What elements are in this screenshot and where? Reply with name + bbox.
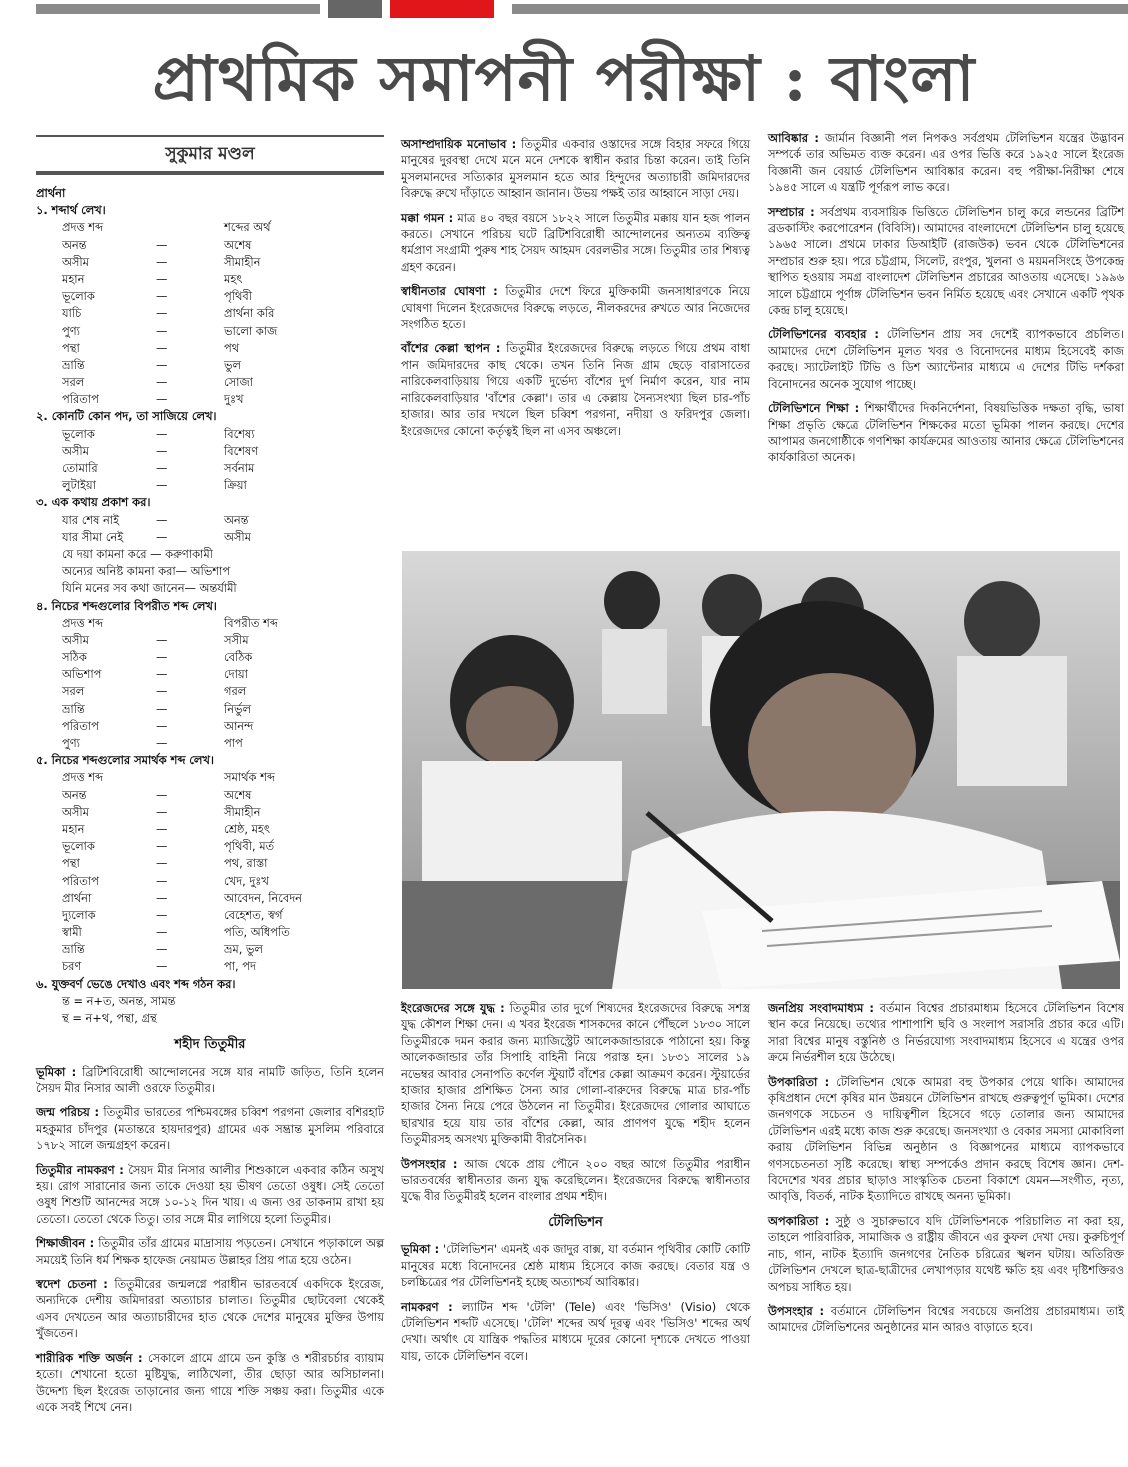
q4-cell: পুণ্য [62, 736, 80, 750]
television-paragraph [768, 204, 1124, 319]
q5-row [36, 821, 384, 838]
tv-paras-col3 [768, 130, 1124, 466]
q5-cell: পথ, রাস্তা [224, 856, 268, 871]
q2-row [36, 443, 384, 460]
q1-row [36, 288, 384, 305]
q6-title: ৬. যুক্তবর্ণ ভেঙে দেখাও এবং শব্দ গঠন কর। [36, 976, 236, 991]
q1-row [36, 391, 384, 408]
q4-row [36, 683, 384, 700]
q4-cell: — [156, 736, 168, 750]
q2-row [36, 460, 384, 477]
q1-cell: — [156, 340, 168, 355]
q5-row [36, 890, 384, 907]
television-paragraph-text: সর্বপ্রথম ব্যবসায়িক ভিত্তিতে টেলিভিশন চালু করে লন্ডনের ব্রিটিশ ব্রডকাস্টিং করপোরেশন (বিবিসি)। আমাদের বাংলাদেশে টেলিভিশন চালু হয়েছে ১৯৬৫ সালে। প্রথমে ঢাকার ডিআইটি (রাজউক) ভবন থেকে টেলিভিশনের সম্প্রচার শুরু হয়। পরে চট্টগ্রাম, সিলেট, রংপুর, খুলনা ও ময়মনসিংহে উপকেন্দ্র স্থাপিত হওয়ায় সমগ্র বাংলাদেশ টেলিভিশন প্রচারের আওতায় এসেছে। ১৯৯৬ সালে চট্টগ্রামে পূর্ণাঙ্গ টেলিভিশন ভবন নির্মিত হয়েছে এবং সেখানে একটি পৃথক কেন্দ্র চালু হয়েছে। [768, 204, 1124, 318]
q1-cell: মহৎ [224, 271, 243, 286]
television-paragraph [401, 1241, 750, 1290]
q6-line: ন্থ = ন+থ, পন্থা, গ্রন্থ [62, 1011, 157, 1025]
author-name: সুকুমার মণ্ডল [165, 144, 255, 164]
q2-cell: লুটাইয়া [62, 478, 96, 493]
q1-cell: ভুল [224, 357, 241, 372]
television-paragraph [768, 326, 1124, 392]
q5-cell: দ্যুলোক [62, 907, 96, 922]
television-paragraph-text: বর্তমান বিশ্বের প্রচারমাধ্যম হিসেবে টেলিভিশন বিশেষ স্থান করে নিয়েছে। তথ্যের পাশাপাশি ছবি ও সংলাপ সরাসরি প্রচার করে এটি। সারা বিশ্বের মানুষ বস্তুনিষ্ঠ ও নির্ভরযোগ্য সংবাদমাধ্যম হিসেবে এ যন্ত্রের ওপর ক্রমে নির্ভরশীল হয়ে উঠেছে। [768, 1001, 1124, 1065]
q4-cell: সঠিক [62, 650, 87, 665]
q5-row [36, 924, 384, 941]
television-paragraph [401, 1299, 750, 1365]
q1-row [36, 254, 384, 271]
author-rule-bottom [36, 171, 384, 175]
q1-cell: — [156, 271, 168, 286]
titumir-paragraph-label: তিতুমীর নামকরণ : [36, 1162, 124, 1177]
q1-cell: ভালো কাজ [224, 323, 278, 338]
q3-cell: অসীম [224, 529, 251, 544]
q5-row [36, 855, 384, 872]
television-paragraph [768, 1303, 1124, 1336]
q2-cell: সর্বনাম [224, 461, 255, 475]
television-paragraph-text: জার্মান বিজ্ঞানী পল নিপকও সর্বপ্রথম টেলিভিশন যন্ত্রের উদ্ভাবন সম্পর্কে তার অভিমত ব্যক্ত করেন। এর ওপর ভিত্তি করে ১৯২৫ সালে ইংরেজ বিজ্ঞানী জন বেয়ার্ড টেলিভিশন আবিষ্কার করেন। বহু পরীক্ষা-নিরীক্ষা শেষে ১৯৪৫ সালে এ যন্ত্রটি পূর্ণরূপ লাভ করে। [768, 131, 1124, 195]
titumir-paragraph-label: ভূমিকা : [36, 1064, 77, 1079]
q1-cell: মহান [62, 271, 85, 286]
q5-cell: — [156, 907, 168, 922]
q4-cell: বেঠিক [224, 650, 253, 665]
q5-cell: সীমাহীন [224, 804, 261, 819]
q2-cell: বিশেষণ [224, 443, 259, 458]
q1-head [36, 219, 384, 236]
titumir-paragraph [401, 283, 750, 332]
television-paragraph-label: উপসংহার : [768, 1303, 825, 1318]
q5-cell: — [156, 890, 168, 905]
q4-head-opposite: বিপরীত শব্দ [224, 615, 278, 630]
q2-row [36, 477, 384, 494]
titumir-paras-col1 [36, 1064, 384, 1416]
q1-cell: — [156, 289, 168, 304]
q1-row [36, 340, 384, 357]
q1-cell: — [156, 392, 168, 407]
titumir-paragraph [36, 1064, 384, 1097]
titumir-paragraph [36, 1276, 384, 1342]
q3-line: যে দয়া কামনা করে — করুণাকামী [62, 546, 213, 561]
television-paragraph-label: জনপ্রিয় সংবাদমাধ্যম : [768, 1001, 874, 1015]
television-paragraph-label: অপকারিতা : [768, 1213, 830, 1228]
q5-cell: — [156, 873, 168, 888]
television-paragraph [768, 1074, 1124, 1205]
titumir-title: শহীদ তিতুমীর [174, 1037, 246, 1053]
tv-title: টেলিভিশন [548, 1214, 603, 1230]
titumir-paragraph [36, 1104, 384, 1153]
q3-row [36, 529, 384, 546]
television-paragraph [768, 1000, 1124, 1066]
column-3-bottom [768, 1000, 1124, 1344]
q3-row [36, 512, 384, 529]
titumir-paragraph [36, 1162, 384, 1228]
television-paragraph-text: শিক্ষার্থীদের দিকনির্দেশনা, বিষয়ভিত্তিক দক্ষতা বৃদ্ধি, ভাষা শিক্ষা প্রভৃতি ক্ষেত্রে টেলিভিশন শিক্ষকের মতো ভূমিকা পালন করছে। দেশের আপামর জনগোষ্ঠীকে গণশিক্ষা কার্যক্রমের আওতায় আনার ক্ষেত্রে টেলিভিশনের কার্যকারিতা অনেক। [768, 401, 1124, 465]
q4-cell: দোয়া [224, 667, 248, 682]
q1-cell: পৃথিবী [224, 289, 252, 304]
q1-row [36, 271, 384, 288]
titumir-paragraph-text: মাত্র ৪০ বছর বয়সে ১৮২২ সালে তিতুমীর মক্কায় যান হজ পালন করতে। সেখানে পরিচয় ঘটে ব্রিটিশবিরোধী আন্দোলনের অন্যতম ব্যক্তিত্ব ধর্মপ্রাণ সংগ্রামী পুরুষ শাহ সৈয়দ আহমদ বেরলভীর সঙ্গে। তিতুমীর তার শিষ্যত্ব গ্রহণ করেন। [401, 210, 750, 274]
q1-cell: ভ্রান্তি [62, 357, 85, 372]
q4-row [36, 718, 384, 735]
q1-row [36, 357, 384, 374]
titumir-paragraph-label: উপসংহার : [401, 1156, 458, 1171]
television-paragraph-text: বর্তমানে টেলিভিশন বিশ্বের সবচেয়ে জনপ্রিয় প্রচারমাধ্যম। তাই আমাদের টেলিভিশনের অনুষ্ঠানের মান আরও বাড়াতে হবে। [768, 1303, 1124, 1335]
q3-cell: — [156, 512, 168, 527]
titumir-paragraph-text: ব্রিটিশবিরোধী আন্দোলনের সঙ্গে যার নামটি জড়িত, তিনি হলেন সৈয়দ মীর নিসার আলী ওরফে তিতুমীর। [36, 1064, 384, 1095]
q1-cell: অনন্ত [62, 237, 87, 252]
television-paragraph-label: আবিষ্কার : [768, 131, 819, 145]
television-paragraph-text: 'টেলিভিশন' এমনই এক জাদুর বাক্স, যা বর্তমান পৃথিবীর কোটি কোটি মানুষের মধ্যে বিনোদনের শ্রেষ্ঠ মাধ্যম হিসেবে কাজ করছে। বেতার যন্ত্র ও চলচ্চিত্রের পর টেলিভিশনই হচ্ছে অত্যাশ্চর্য আবিষ্কার। [401, 1242, 750, 1290]
q3-title: ৩. এক কথায় প্রকাশ কর। [36, 495, 151, 510]
q4-cell: — [156, 718, 168, 733]
titumir-paragraph-label: বাঁশের কেল্লা স্থাপন : [401, 341, 501, 356]
q5-cell: মহান [62, 821, 85, 836]
q5-cell: শ্রেষ্ঠ, মহৎ [224, 821, 270, 836]
q2-cell: — [156, 426, 168, 441]
q4-row [36, 701, 384, 718]
q5-cell: — [156, 942, 168, 957]
q5-title: ৫. নিচের শব্দগুলোর সমার্থক শব্দ লেখ। [36, 753, 214, 768]
q3-cell: যার শেষ নাই [62, 512, 120, 527]
q5-cell: — [156, 821, 168, 836]
q1-cell: সোজা [224, 375, 253, 390]
q3-rows [36, 512, 384, 546]
q1-cell: — [156, 357, 168, 372]
titumir-paragraph-text: আজ থেকে প্রায় পৌনে ২০০ বছর আগে তিতুমীর পরাধীন ভারতবর্ষের স্বাধীনতার জন্য যুদ্ধ করেছিলেন। ইংরেজদের বিরুদ্ধে স্বাধীনতার যুদ্ধে বীর তিতুমীরই হলেন বাংলার প্রথম শহীদ। [401, 1156, 750, 1204]
q1-cell: — [156, 323, 168, 338]
titumir-paragraph-text: সৈয়দ মীর নিসার আলীর শিশুকালে একবার কঠিন অসুখ হয়। রোগ সারানোর জন্য তাকে দেওয়া হয় ভীষণ তেতো ওষুধ। সেই তেতো ওষুধ শিশুটি আনন্দের সঙ্গে ১০-১২ দিন খায়। এ জন্য ওর ডাকনাম রাখা হয় তেতো। তেতো থেকে তিতু। তার সঙ্গে মীর লাগিয়ে হলো তিতুমীর। [36, 1162, 384, 1226]
column-2-bottom [401, 1000, 750, 1372]
q3-cell: অনন্ত [224, 512, 249, 527]
q4-cell: গরল [224, 684, 247, 699]
q5-head [36, 769, 384, 786]
q2-cell: — [156, 443, 168, 458]
q4-row [36, 735, 384, 752]
titumir-paragraph-text: তিতুমীর তার দুর্গে শিষ্যদের ইংরেজদের বিরুদ্ধে সশস্ত্র যুদ্ধ কৌশল শিক্ষা দেন। এ খবর ইংরেজ শাসকদের কানে পৌঁছলে ১৮৩০ সালে তিতুমীরকে দমন করার জন্য ম্যাজিস্ট্রেট আলেকজান্ডারকে পাঠানো হয়। কিন্তু আলেকজান্ডার তাঁর সিপাহি বাহিনী নিয়ে পরাস্ত হন। ১৮৩১ সালের ১৯ নভেম্বর আবার সেনাপতি কর্ণেল স্টুয়ার্ট বাঁশের কেল্লা আক্রমণ করেন। স্টুয়ার্ডের হাজার হাজার প্রশিক্ষিত সৈন্য আর গোলা-বারুদের বিরুদ্ধে মাত্র চার-পাঁচ হাজার সৈন্য নিয়ে পেরে উঠলেন না তিতুমীর। ইংরেজদের গোলার আঘাতে ছারখার হয়ে যায় তার বাঁশের কেল্লা, আর প্রাণপণ যুদ্ধে শহীদ হলেন তিতুমীরসহ অসংখ্য মুক্তিকামী বীরসৈনিক। [401, 1001, 750, 1147]
titumir-paragraph-label: স্বাধীনতার ঘোষণা : [401, 284, 498, 299]
tv-paras-col3b [768, 1000, 1124, 1336]
q1-row [36, 374, 384, 391]
q1-cell: — [156, 306, 168, 321]
television-paragraph-label: টেলিভিশনের ব্যবহার : [768, 327, 879, 342]
q4-cell: নির্ভুল [224, 701, 252, 716]
q5-row [36, 873, 384, 890]
television-paragraph-text: ল্যাটিন শব্দ 'টেলি' (Tele) এবং 'ভিসিও' (Visio) থেকে টেলিভিশন শব্দটি এসেছে। 'টেলি' শব্দের অর্থ দূরত্ব এবং 'ভিসিও' শব্দের অর্থ দেখা। অর্থাৎ যে যান্ত্রিক পদ্ধতির মাধ্যমে দূরের কোনো দৃশ্যকে দেখতে পাওয়া যায়, তাকে টেলিভিশন বলে। [401, 1299, 750, 1363]
q5-cell: পতি, অধিপতি [224, 925, 290, 940]
television-paragraph-text: টেলিভিশন থেকে আমরা বহু উপকার পেয়ে থাকি। আমাদের কৃষিপ্রধান দেশে কৃষির মান উন্নয়নে টেলিভিশন রাখছে গুরুত্বপূর্ণ ভূমিকা। দেশের জনগণকে সচেতন ও দায়িত্বশীল হিসেবে গড়ে তোলার জন্য আমাদের টেলিভিশন এরই মধ্যে কাজ শুরু করেছে। জনসংখ্যা ও বেকার সমস্যা মোকাবিলা করায় টেলিভিশন বিভিন্ন অনুষ্ঠান ও বিজ্ঞাপনের মাধ্যমে ব্যাপকভাবে গণসচেতনতা সৃষ্টি করেছে। স্বাস্থ্য সম্পর্কেও প্রদান করছে বিশেষ জ্ঞান। দেশ-বিদেশের খবর প্রচার ছাড়াও সাংস্কৃতিক চেতনা বিকাশে যেমন—সংগীত, নৃত্য, আবৃত্তি, বিতর্ক, নাটক ইত্যাদিতে রাখছে অনন্য ভূমিকা। [768, 1074, 1124, 1204]
q1-cell: — [156, 375, 168, 390]
column-3-top [768, 130, 1124, 474]
q5-head-synonym: সমার্থক শব্দ [224, 770, 275, 785]
q3-cell: — [156, 529, 168, 544]
q3-line: অন্যের অনিষ্ট কামনা করা— অভিশাপ [62, 564, 231, 579]
q1-cell: পন্থা [62, 340, 80, 355]
q1-cell: সরল [62, 375, 85, 390]
q2-cell: — [156, 461, 168, 475]
q1-cell: পরিতাপ [62, 392, 99, 407]
q1-row [36, 323, 384, 340]
q4-cell: পরিতাপ [62, 718, 99, 733]
titumir-paragraph [36, 1350, 384, 1416]
q5-cell: খেদ, দুঃখ [224, 873, 269, 888]
top-rule-left [36, 4, 320, 14]
students-writing-exam-image [402, 551, 1120, 989]
q5-cell: অশেষ [224, 787, 252, 802]
q2-cell: ক্রিয়া [224, 478, 247, 493]
q5-row [36, 804, 384, 821]
q4-cell: — [156, 684, 168, 699]
q2-rows [36, 426, 384, 495]
q1-cell: অসীম [62, 254, 89, 269]
q5-cell: চরণ [62, 959, 82, 974]
q4-cell: অসীম [62, 632, 89, 647]
q4-cell: আনন্দ [224, 718, 254, 733]
q1-row [36, 237, 384, 254]
tv-paras-col2b [401, 1241, 750, 1364]
q5-cell: পা, পদ [224, 959, 256, 974]
titumir-paragraph [401, 136, 750, 202]
column-1 [36, 135, 384, 1423]
q5-cell: স্বামী [62, 925, 82, 940]
television-paragraph [768, 400, 1124, 466]
q4-row [36, 649, 384, 666]
q4-cell: — [156, 667, 168, 682]
titumir-paragraph-label: অসাম্প্রদায়িক মনোভাব : [401, 137, 517, 151]
q1-cell: পথ [224, 340, 240, 355]
television-paragraph-label: সম্প্রচার : [768, 204, 815, 219]
q5-row [36, 838, 384, 855]
page-tab-gray [328, 0, 382, 18]
television-paragraph [768, 130, 1124, 196]
q5-cell: পন্থা [62, 856, 80, 871]
titumir-paragraph [401, 1156, 750, 1205]
q5-cell: ভ্রান্তি [62, 942, 85, 957]
q4-cell: — [156, 632, 168, 647]
television-paragraph-label: ভূমিকা : [401, 1242, 440, 1257]
titumir-paragraph-label: শারীরিক শক্তি অর্জন : [36, 1350, 143, 1365]
television-paragraph-text: টেলিভিশন প্রায় সব দেশেই ব্যাপকভাবে প্রচলিত। আমাদের দেশে টেলিভিশন মূলত খবর ও বিনোদনের মাধ্যম হিসেবেই কাজ করছে। স্যাটেলাইট টিভি ও ডিশ অ্যান্টেনার মাধ্যমে এ দেশের টিভি দর্শকরা বিনোদনের অনেক সুযোগ পাচ্ছে। [768, 327, 1124, 391]
q5-row [36, 958, 384, 975]
column-2-top [401, 136, 750, 447]
q4-cell: অভিশাপ [62, 667, 102, 682]
q5-row [36, 787, 384, 804]
television-paragraph-label: নামকরণ : [401, 1299, 453, 1314]
q4-head [36, 615, 384, 632]
section-prayer-title: প্রার্থনা [36, 186, 66, 200]
q1-cell: ভূলোক [62, 289, 95, 304]
titumir-paragraph-label: জন্ম পরিচয় : [36, 1105, 100, 1120]
q1-head-meaning: শব্দের অর্থ [224, 220, 271, 235]
titumir-paragraph-text: তিতুমীর তাঁর গ্রামের মাদ্রাসায় পড়তেন। সেখানে পড়াকালে অল্প সময়েই তিনি ধর্ম শিক্ষক হাফেজ নেয়ামত উল্লাহর প্রিয় পাত্র হয়ে ওঠেন। [36, 1236, 384, 1267]
q1-cell: প্রার্থনা করি [224, 306, 275, 321]
q2-cell: অসীম [62, 443, 89, 458]
q1-rows [36, 237, 384, 409]
titumir-paragraph-label: মক্কা গমন : [401, 210, 454, 225]
top-rule-right [512, 4, 1128, 14]
q4-cell: — [156, 701, 168, 716]
q4-head-given: প্রদত্ত শব্দ [62, 615, 103, 630]
q5-cell: — [156, 856, 168, 871]
titumir-paragraph [401, 340, 750, 438]
q5-row [36, 907, 384, 924]
television-paragraph-text: সুষ্ঠু ও সুচারুভাবে যদি টেলিভিশনকে পরিচালিত না করা হয়, তাহলে পারিবারিক, সামাজিক ও রাষ্ট্রীয় জীবনে এর কুফল দেখা দেয়। কুরুচিপূর্ণ নাচ, গান, নাটক ইত্যাদি জনগণের নৈতিক চরিত্রের স্খলন ঘটায়। অতিরিক্ত টেলিভিশন দেখলে ছাত্র-ছাত্রীদের লেখাপড়ার যথেষ্ট ক্ষতি হয় এবং দৃষ্টিশক্তিরও অপচয় সাধিত হয়। [768, 1213, 1125, 1294]
q5-cell: — [156, 925, 168, 940]
q2-row [36, 426, 384, 443]
q1-cell: — [156, 254, 168, 269]
q1-cell: দুঃখ [224, 392, 244, 407]
q4-cell: ভ্রান্তি [62, 701, 85, 716]
page-headline: প্রাথমিক সমাপনী পরীক্ষা : বাংলা [152, 42, 976, 115]
q4-row [36, 666, 384, 683]
q5-cell: ভ্রম, ভুল [224, 942, 263, 957]
q2-cell: — [156, 478, 168, 493]
q5-cell: বেহেশত, স্বর্গ [224, 907, 283, 922]
titumir-paragraph [401, 210, 750, 276]
q4-rows [36, 632, 384, 752]
q5-cell: অসীম [62, 804, 89, 819]
exam-hall-photo [402, 551, 1120, 989]
titumir-paragraph-text: তিতুমীর ইংরেজদের বিরুদ্ধে লড়তে গিয়ে প্রথম বাধা পান জমিদারদের কাছ থেকে। তখন তিনি নিজ গ্রাম ছেড়ে বারাসাতের নারিকেলবাড়িয়ায় গিয়ে একটি দুর্ভেদ্য বাঁশের দুর্গ নির্মাণ করেন, যার নাম নারিকেলবাড়িয়ার 'বাঁশের কেল্লা'। তার এ কেল্লায় সৈন্যসংখ্যা ছিল চার-পাঁচ হাজার। আর তার দখলে ছিল চব্বিশ পরগনা, নদীয়া ও ফরিদপুর জেলা। ইংরেজদের কোনো কর্তৃত্বই ছিল না এসব অঞ্চলে। [401, 341, 751, 438]
q3-cell: যার সীমা নেই [62, 529, 124, 544]
q4-cell: — [156, 650, 168, 665]
q5-cell: প্রার্থনা [62, 890, 92, 905]
television-paragraph-label: উপকারিতা : [768, 1074, 830, 1089]
q2-cell: বিশেষ্য [224, 426, 255, 441]
titumir-paragraph-text: সেকালে গ্রামে গ্রামে ডন কুস্তি ও শরীরচর্চার ব্যায়াম হতো। শেখানো হতো মুষ্টিযুদ্ধ, লাঠিখেলা, তীর ছোড়া আর অসিচালনা। উদ্দেশ্য ছিল ইংরেজ তাড়ানোর জন্য গায়ে শক্তি সঞ্চয় করা। তিতুমীর একে একে সবই শিখে নেন। [36, 1350, 384, 1414]
q2-title: ২. কোনটি কোন পদ, তা সাজিয়ে লেখ। [36, 409, 217, 424]
titumir-paragraph-text: তিতুমীরের জন্মলগ্নে পরাধীন ভারতবর্ষে একদিকে ইংরেজ, অন্যদিকে দেশীয় জমিদাররা অত্যাচার চালাত। তিতুমীর ছোটবেলা থেকেই এসব দেখতেন আর অত্যাচারীদের হাত থেকে দেশের মানুষের মুক্তির উপায় খুঁজতেন। [36, 1277, 385, 1341]
q5-row [36, 941, 384, 958]
titumir-paras-col2b [401, 1000, 750, 1205]
titumir-paragraph-text: তিতুমীর ভারতের পশ্চিমবঙ্গের চব্বিশ পরগনা জেলার বশিরহাট মহকুমার চাঁদপুর (মতান্তরে হায়দারপুর) গ্রামের এক সম্ভ্রান্ত মুসলিম পরিবারে ১৭৮২ সালে জন্মগ্রহণ করেন। [36, 1105, 384, 1153]
q1-cell: যাচি [62, 306, 82, 321]
q5-head-sep [156, 769, 224, 786]
q5-rows [36, 787, 384, 976]
page-tab-red [390, 0, 494, 18]
q3-line: যিনি মনের সব কথা জানেন— অন্তর্যামী [62, 581, 237, 596]
titumir-paragraph-label: স্বদেশ চেতনা : [36, 1277, 108, 1292]
q2-cell: তোমারি [62, 461, 98, 475]
q4-cell: পাপ [224, 736, 243, 750]
q5-cell: — [156, 804, 168, 819]
q5-cell: অনন্ত [62, 787, 87, 802]
q1-cell: অশেষ [224, 237, 252, 252]
titumir-paragraph-label: শিক্ষাজীবন : [36, 1236, 95, 1251]
q1-cell: — [156, 237, 168, 252]
titumir-paragraph [36, 1235, 384, 1268]
titumir-paragraph-label: ইংরেজদের সঙ্গে যুদ্ধ : [401, 1001, 505, 1015]
q4-cell: সসীম [224, 632, 249, 647]
titumir-paragraph [401, 1000, 750, 1148]
q5-head-given: প্রদত্ত শব্দ [62, 770, 103, 785]
q5-cell: — [156, 787, 168, 802]
q1-cell: সীমাহীন [224, 254, 261, 269]
q1-cell: পুণ্য [62, 323, 80, 338]
q2-cell: ভূলোক [62, 426, 95, 441]
q4-title: ৪. নিচের শব্দগুলোর বিপরীত শব্দ লেখ। [36, 598, 217, 613]
titumir-paragraph-text: তিতুমীর দেশে ফিরে মুক্তিকামী জনসাধারণকে নিয়ে ঘোষণা দিলেন ইংরেজদের বিরুদ্ধে লড়তে, নীলকরদের রুখতে আর নিজেদের সংগঠিত হতে। [401, 284, 750, 332]
q5-cell: — [156, 959, 168, 974]
television-paragraph [768, 1213, 1124, 1295]
titumir-paragraph-text: তিতুমীর একবার ওস্তাদের সঙ্গে বিহার সফরে গিয়ে মানুষের দুরবস্থা দেখে মনে মনে দেশকে স্বাধীন করার চিন্তা করেন। তাই তিনি মুসলমানদের সত্যিকার মুসলমান হতে আর হিন্দুদের অত্যাচারী জমিদারদের বিরুদ্ধে রুখে দাঁড়াতে আহ্বান জানান। উভয় পক্ষই তার আহ্বানে সাড়া দেয়। [401, 137, 750, 201]
q4-head-sep [156, 615, 224, 632]
television-paragraph-label: টেলিভিশনে শিক্ষা : [768, 401, 860, 416]
q4-row [36, 632, 384, 649]
q1-head-sep [156, 219, 224, 236]
q1-row [36, 305, 384, 322]
q5-cell: আবেদন, নিবেদন [224, 890, 302, 905]
q1-head-given: প্রদত্ত শব্দ [62, 220, 103, 235]
q5-cell: পৃথিবী, মর্ত [224, 839, 275, 854]
q5-cell: পরিতাপ [62, 873, 99, 888]
q4-cell: সরল [62, 684, 85, 699]
q5-cell: ভূলোক [62, 839, 95, 854]
q5-cell: — [156, 839, 168, 854]
titumir-paras-col2 [401, 136, 750, 439]
q1-title: ১. শব্দার্থ লেখ। [36, 203, 106, 218]
q6-line: ন্ত = ন+ত, অনন্ত, সামন্ত [62, 993, 176, 1008]
